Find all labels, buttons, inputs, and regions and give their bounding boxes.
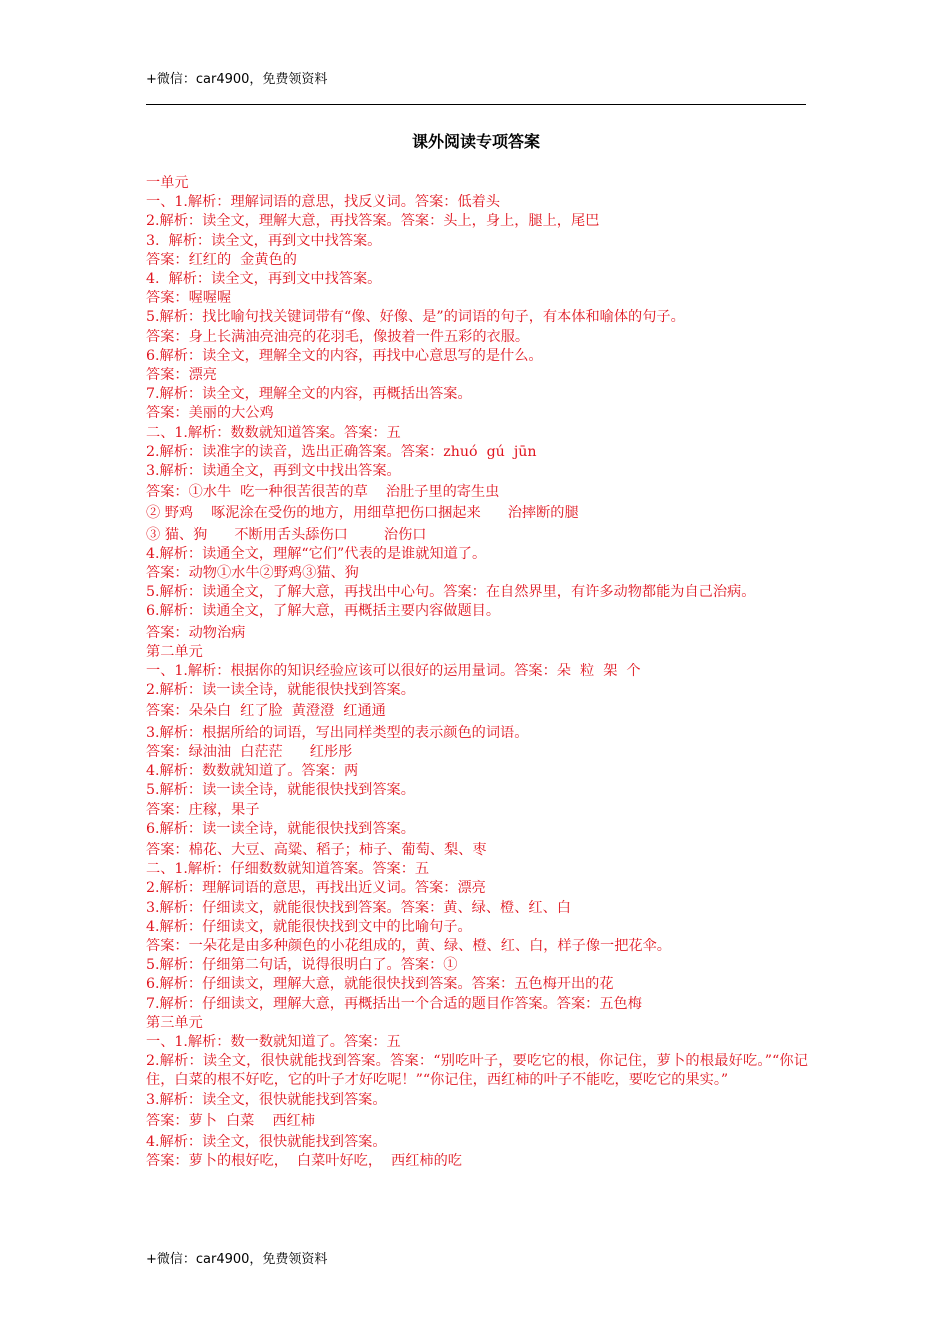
answer-line: 答案：①水牛 吃一种很苦很苦的草 治肚子里的寄生虫 bbox=[146, 484, 500, 501]
answer-line: 3. 解析：读全文，再到文中找答案。 bbox=[146, 232, 382, 249]
answer-line: 7.解析：读全文，理解全文的内容，再概括出答案。 bbox=[146, 386, 472, 403]
answer-line: 2.解析：读准字的读音，选出正确答案。答案：zhuó gú jūn bbox=[146, 443, 537, 460]
answer-line: 4.解析：数数就知道了。答案：两 bbox=[146, 763, 359, 780]
answer-line: 4.解析：仔细读文，就能很快找到文中的比喻句子。 bbox=[146, 918, 472, 935]
answer-line: 6.解析：读通全文，了解大意，再概括主要内容做题目。 bbox=[146, 603, 501, 620]
answer-line: 答案：美丽的大公鸡 bbox=[146, 405, 274, 422]
answer-line: 6.解析：读全文，理解全文的内容，再找中心意思写的是什么。 bbox=[146, 347, 543, 364]
page-title: 课外阅读专项答案 bbox=[411, 132, 540, 151]
answer-line: 4.解析：读全文，很快就能找到答案。 bbox=[146, 1133, 387, 1150]
header-divider bbox=[146, 104, 806, 105]
answer-body bbox=[146, 174, 808, 1171]
answer-line: 一、1.解析：数一数就知道了。答案：五 bbox=[146, 1033, 401, 1050]
answer-line: 4. 解析：读全文，再到文中找答案。 bbox=[146, 271, 382, 288]
answer-line: 5.解析：找比喻句找关键词带有“像、好像、是”的词语的句子，有本体和喻体的句子。 bbox=[146, 309, 685, 326]
answer-line: 答案：朵朵白 红了脸 黄澄澄 红通通 bbox=[146, 703, 386, 720]
answer-line: ③ 猫、狗 不断用舌头舔伤口 治伤口 bbox=[146, 526, 427, 543]
answer-line: 6.解析：读一读全诗，就能很快找到答案。 bbox=[146, 820, 415, 837]
answer-line: 答案：红红的 金黄色的 bbox=[146, 251, 297, 268]
answer-line: 2.解析：读一读全诗，就能很快找到答案。 bbox=[146, 682, 415, 699]
answer-line: 6.解析：仔细读文，理解大意，就能很快找到答案。答案：五色梅开出的花 bbox=[146, 976, 614, 993]
answer-line: 4.解析：读通全文，理解“它们”代表的是谁就知道了。 bbox=[146, 545, 487, 562]
answer-line: 5.解析：读一读全诗，就能很快找到答案。 bbox=[146, 782, 415, 799]
answer-line: 二、1.解析：仔细数数就知道答案。答案：五 bbox=[146, 861, 430, 878]
answer-line: 答案：萝卜的根好吃， 白菜叶好吃， 西红柿的吃 bbox=[146, 1153, 462, 1170]
answer-line: 答案：动物①水牛②野鸡③猫、狗 bbox=[146, 565, 359, 582]
answer-line: 2.解析：读全文，很快就能找到答案。答案：“别吃叶子，要吃它的根，你记住，萝卜的根最好吃。”“你记住，白菜的根不好吃，它的叶子才好吃呢！”“你记住，西红柿的叶子不能吃，要吃它的果实。” bbox=[146, 1053, 808, 1089]
answer-line: 答案：身上长满油亮油亮的花羽毛，像披着一件五彩的衣服。 bbox=[146, 328, 530, 345]
answer-line: ② 野鸡 啄泥涂在受伤的地方，用细草把伤口捆起来 治摔断的腿 bbox=[146, 505, 579, 522]
answer-line: 答案：棉花、大豆、高粱、稻子；柿子、葡萄、梨、枣 bbox=[146, 841, 487, 858]
section-heading: 第三单元 bbox=[146, 1014, 203, 1031]
answer-line: 3.解析：仔细读文，就能很快找到答案。答案：黄、绿、橙、红、白 bbox=[146, 899, 571, 916]
answer-line: 答案：庄稼，果子 bbox=[146, 801, 260, 818]
answer-line: 5.解析：仔细第二句话，说得很明白了。答案：① bbox=[146, 957, 458, 974]
section-heading: 一单元 bbox=[146, 175, 189, 191]
answer-line: 2.解析：理解词语的意思，再找出近义词。答案：漂亮 bbox=[146, 880, 486, 897]
answer-line: 5.解析：读通全文，了解大意，再找出中心句。答案：在自然界里，有许多动物都能为自己治病。 bbox=[146, 584, 756, 601]
answer-line: 3.解析：读通全文，再到文中找出答案。 bbox=[146, 463, 401, 480]
footer-note: +微信：car4900，免费领资料 bbox=[146, 1252, 328, 1267]
answer-line: 答案：萝卜 白菜 西红柿 bbox=[146, 1112, 315, 1129]
answer-line: 答案：一朵花是由多种颜色的小花组成的，黄、绿、橙、红、白，样子像一把花伞。 bbox=[146, 937, 671, 954]
header-note: +微信：car4900，免费领资料 bbox=[146, 72, 328, 87]
answer-line: 一、1.解析：根据你的知识经验应该可以很好的运用量词。答案：朵 粒 架 个 bbox=[146, 663, 641, 680]
answer-line: 3.解析：读全文，很快就能找到答案。 bbox=[146, 1091, 387, 1108]
answer-line: 答案：绿油油 白茫茫 红彤彤 bbox=[146, 743, 353, 760]
section-heading: 第二单元 bbox=[146, 643, 203, 660]
answer-line: 答案：动物治病 bbox=[146, 624, 246, 641]
answer-line: 答案：喔喔喔 bbox=[146, 290, 232, 307]
answer-line: 2.解析：读全文，理解大意，再找答案。答案：头上，身上，腿上，尾巴 bbox=[146, 213, 600, 230]
answer-line: 3.解析：根据所给的词语，写出同样类型的表示颜色的词语。 bbox=[146, 724, 529, 741]
answer-line: 7.解析：仔细读文，理解大意，再概括出一个合适的题目作答案。答案：五色梅 bbox=[146, 995, 642, 1012]
answer-line: 一、1.解析：理解词语的意思，找反义词。答案：低着头 bbox=[146, 194, 501, 211]
answer-line: 答案：漂亮 bbox=[146, 367, 217, 384]
answer-line: 二、1.解析：数数就知道答案。答案：五 bbox=[146, 424, 401, 441]
